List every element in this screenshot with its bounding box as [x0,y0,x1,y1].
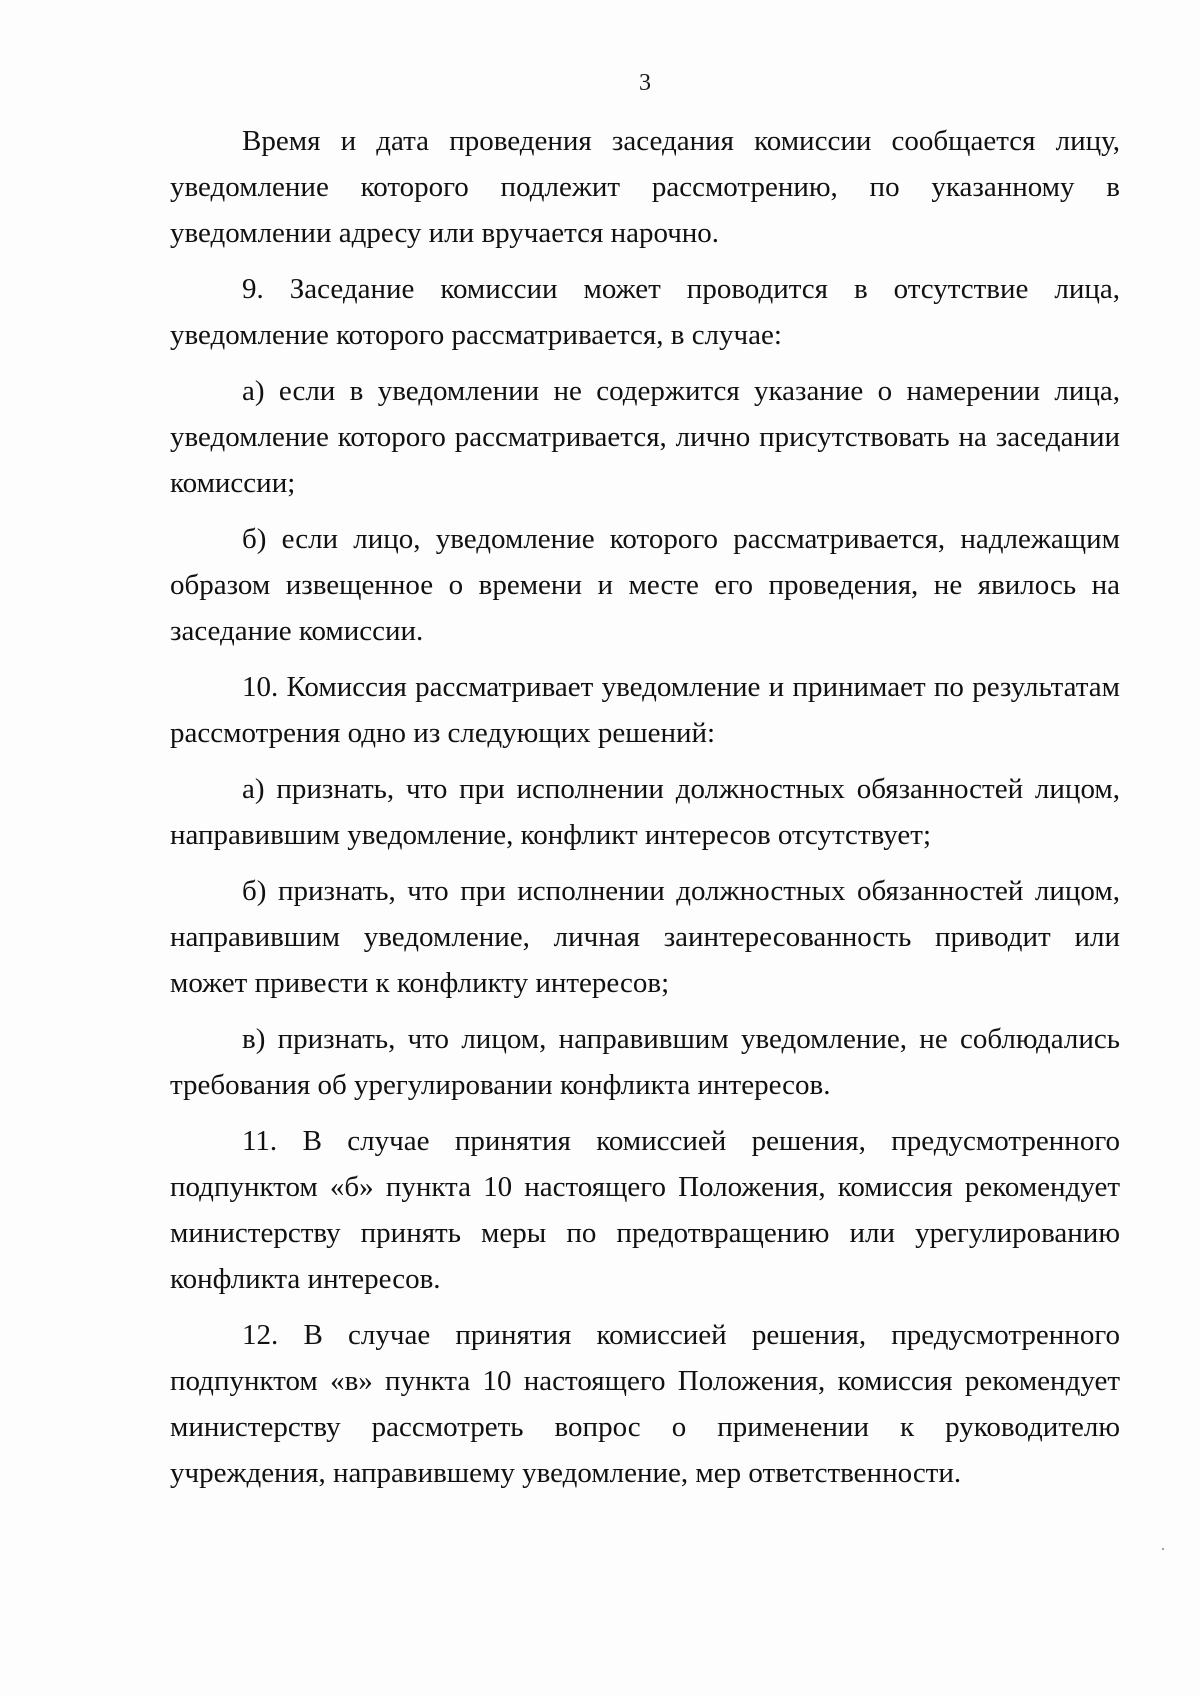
paragraph-item-10b: б) признать, что при исполнении должностных обязанностей лицом, направившим уведомление, личная заинтересованность приводит или может привести к конфликту интересов; [170,875,1120,999]
page-number: 3 [639,70,651,96]
paragraph-item-9b: б) если лицо, уведомление которого рассматривается, надлежащим образом извещенное о времени и месте его проведения, не явилось на заседание комиссии. [170,523,1120,647]
paragraph-item-10a: а) признать, что при исполнении должностных обязанностей лицом, направившим уведомление, конфликт интересов отсутствует; [170,773,1120,851]
scan-speck [1162,1548,1164,1550]
paragraph-meeting-time: Время и дата проведения заседания комиссии сообщается лицу, уведомление которого подлежит рассмотрению, по указанному в уведомлении адресу или вручается нарочно. [170,125,1120,249]
document-body [170,118,1120,1506]
paragraph-item-10: 10. Комиссия рассматривает уведомление и принимает по результатам рассмотрения одно из следующих решений: [170,671,1120,749]
paragraph-item-9: 9. Заседание комиссии может проводится в отсутствие лица, уведомление которого рассматривается, в случае: [170,273,1120,351]
paragraph-item-11: 11. В случае принятия комиссией решения, предусмотренного подпунктом «б» пункта 10 настоящего Положения, комиссия рекомендует министерству принять меры по предотвращению или урегулированию конфликта интересов. [170,1125,1120,1295]
paragraph-item-10v: в) признать, что лицом, направившим уведомление, не соблюдались требования об урегулировании конфликта интересов. [170,1023,1120,1101]
paragraph-item-12: 12. В случае принятия комиссией решения, предусмотренного подпунктом «в» пункта 10 настоящего Положения, комиссия рекомендует министерству рассмотреть вопрос о применении к руководителю учреждения, направившему уведомление, мер ответственности. [170,1319,1120,1489]
paragraph-item-9a: а) если в уведомлении не содержится указание о намерении лица, уведомление которого рассматривается, лично присутствовать на заседании комиссии; [170,375,1120,499]
